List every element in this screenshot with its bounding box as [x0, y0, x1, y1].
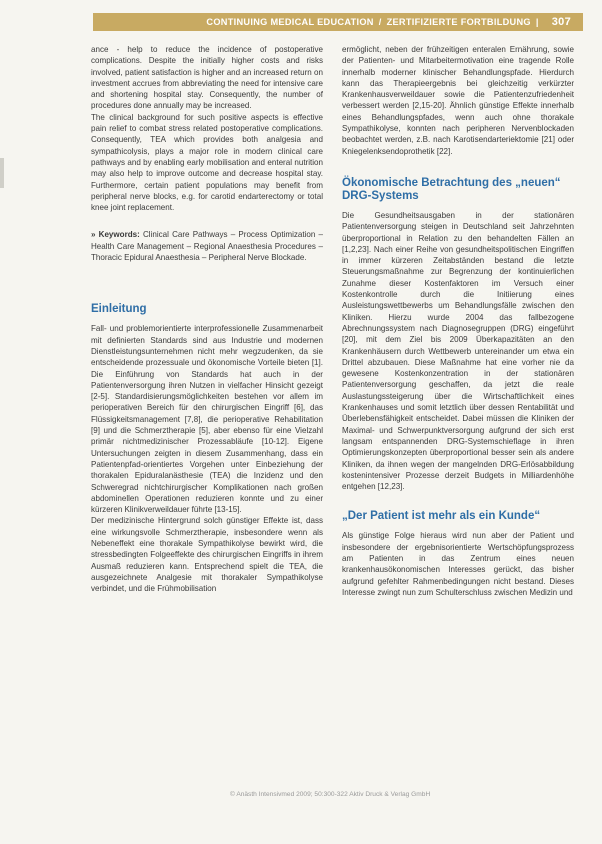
keywords-text: Clinical Care Pathways – Process Optimization – Health Care Management – Regional Anaesthesia Procedures – Thoracic Epidural Anaesthesia – Peripheral Nerve Blockade.	[91, 230, 324, 263]
page-header	[93, 13, 583, 31]
einleitung-paragraph-1: Fall- und problemorientierte interprofessionelle Zusammenarbeit mit definierten Standards sind aus Industrie und modernen Dienstleistungsunternehmen nicht mehr wegzudenken, da sie entscheidende prozessuale und ökonomische Vorteile bieten [1]. Die Einführung von Standards hat auch in der Patientenversorgung ihren Nutzen in vielfacher Hinsicht gezeigt [2-5]. Standardisierungsmöglichkeiten bestehen vor allem im perioperativen Bereich für den chirurgischen Eingriff [6], das Flüssigkeitsmanagement [7,8], die perioperative Rehabilitation [9] und die Schmerztherapie [5], aber ebenso für eine Vielzahl primär nichtmedizinischer Prozessabläufe [10-12]. Eigene Untersuchungen zeigten in diesem Zusammenhang, dass ein Patientenpfad-orientiertes Vorgehen unter Einbeziehung der thorakalen Epiduralanästhesie (TEA) die Inzidenz und den Schweregrad nichtchirurgischer Komplikationen nach großen abdominellen Operationen reduzieren konnte und zu einer kürzeren Klinikverweildauer führte [13-15].	[91, 324, 323, 515]
heading-einleitung: Einleitung	[91, 303, 147, 316]
heading-patient-kunde: „Der Patient ist mehr als ein Kunde“	[342, 510, 541, 523]
left-column	[91, 44, 323, 594]
oek-paragraph: Die Gesundheitsausgaben in der stationären Patientenversorgung steigen in Deutschland seit Jahrzehnten überproportional in Relation zu den behandelten Fällen an [1,2,23]. Nach einer Reihe von gesundheitspolitischen Eingriffen in immer kürzeren Zeitabständen bestand die letzte Steuerungsmaßnahme zur Begrenzung der kontinuierlichen Zunahme dieser Kostenfaktoren im Versuch einer Kostenkontrolle durch die Initiierung eines Ausleistungswettbewerbs um Behandlungsfälle zwischen den Kliniken. Hierzu wurde 2004 das fallbezogene Abrechnungssystem nach Diagnosegruppen (DRG) eingeführt [20], mit dem Ziel bis 2009 Überkapazitäten an den Krankenhäusern durch Wettbewerb untereinander um etwa ein Drittel abzubauen. Diese Maßnahme hat eine vorher nie da gewesene Kostenkonzentration in der stationären Patientenversorgung geschaffen, da jetzt die reale Auslastungssteigerung über die Wirtschaftlichkeit eines Krankenhauses und somit letztlich über dessen Rentabilität und Überlebensfähigkeit entscheidet. Dabei müssen die Kliniken der Maximal- und Schwerpunktversorgung aufgrund der sich erst langsam entspannenden DRG-Systemschieflage in ihren Optimierungskonzepten überproportional besser sein als andere Kliniken, da ihnen wegen der mangelnden DRG-Erlösabbildung kostenintensiver Prozesse derzeit Budgets in Milliardenhöhe entgehen [12,23].	[342, 210, 574, 492]
page-footer: © Anästh Intensivmed 2009; 50:300-322 Aktiv Druck & Verlag GmbH	[230, 791, 431, 798]
header-bar: |	[535, 17, 539, 27]
right-column	[342, 44, 574, 598]
keywords-label: » Keywords:	[91, 230, 140, 240]
right-paragraph-1: ermöglicht, neben der frühzeitigen enteralen Ernährung, sowie der Patienten- und Mitarbeitermotivation eine tragende Rolle innerhalb moderner klinischer Behandlungspfade. Hierdurch kann das Therapieergebnis bei gleichzeitig verkürzter Krankenhausverweildauer sowie die Patientenzufriedenheit verbessert werden [2,15-20]. Ähnlich günstige Effekte innerhalb eines Behandlungspfades, wenn auch ohne thorakale Sympathikolyse, konnten nach peripheren Nervenblockaden beobachtet werden, z.B. nach Karotisendarteriektomie [21] oder Kniegelenksendoprothetik [22].	[342, 45, 574, 156]
header-separator: /	[378, 17, 382, 27]
heading-oekonomische-betrachtung: Ökonomische Betrachtung des „neuen“ DRG-Systems	[342, 176, 561, 202]
page-number: 307	[551, 16, 571, 28]
keywords-paragraph	[91, 229, 323, 263]
scan-edge-mark	[0, 158, 4, 188]
abstract-paragraph-1: ance - help to reduce the incidence of postoperative complications. Despite the initially higher costs and risks involved, patient satisfaction is higher and an increased return on investment accrues from abbreviating the need for intensive care and shortening hospital stay. Consequently, the number of procedures done annually may be increased.	[91, 45, 323, 111]
header-section-left: CONTINUING MEDICAL EDUCATION	[206, 17, 374, 27]
header-section-right: ZERTIFIZIERTE FORTBILDUNG	[386, 17, 531, 27]
abstract-paragraph-2: The clinical background for such positive aspects is effective pain relief to combat stress related postoperative complications. Consequently, TEA which provides both analgesia and sympathicolysis, plays a major role in modern clinical care pathways and by enabling early mobilisation and enteral nutrition may also help to improve outcome and decrease hospital stay. Furthermore, certain patient populations may benefit from peripheral nerve blocks, e.g. for carotid endarterectomy or total knee joint replacement.	[91, 112, 323, 213]
einleitung-paragraph-2: Der medizinische Hintergrund solch günstiger Effekte ist, dass eine wirkungsvolle Schmerztherapie, insbesondere wenn als Nebeneffekt eine thorakale Sympathikolyse bewirkt wird, die stressbedingten Folgeeffekte des chirurgischen Eingriffs in ihrem Ausmaß reduzieren kann. Entsprechend spielt die TEA, die ausgezeichnete Analgesie mit thorakaler Sympathikolyse verbindet, und die Frühmobilisation	[91, 516, 323, 594]
kunde-paragraph: Als günstige Folge hieraus wird nun aber der Patient und insbesondere der ergebnisorientierte Wertschöpfungsprozess am Patienten in das Zentrum eines neuen krankenhausökonomischen Interesses gerückt, das bisher aufgrund gefehlter Rahmenbedingungen nicht bestand. Dieses Interesse zwingt nun zum Schulterschluss zwischen Medizin und	[342, 531, 574, 597]
